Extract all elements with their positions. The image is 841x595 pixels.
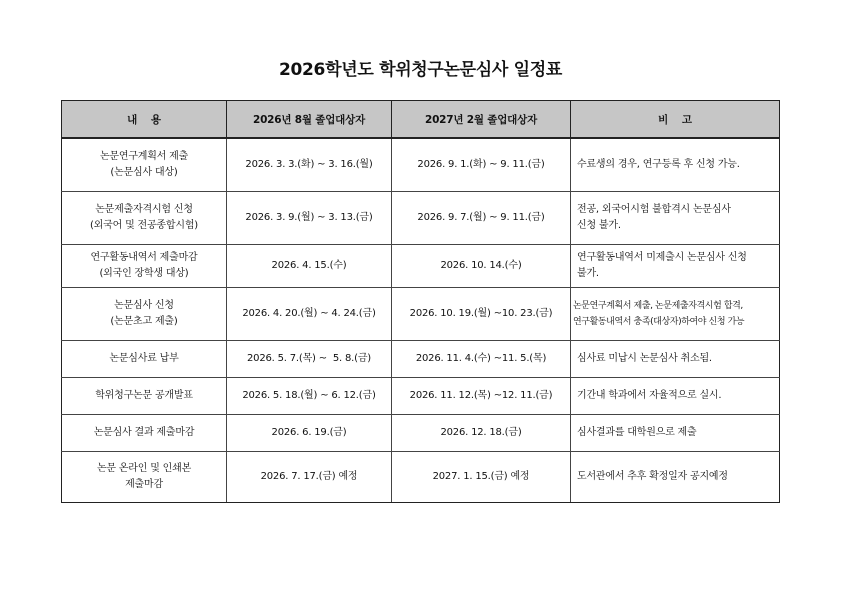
date-line: 2027. 1. 15.(금) 예정 [432, 471, 530, 482]
date-line: 2026. 11. 12.(목) ~12. 11.(금) [409, 390, 553, 401]
content-line: 논문심사 신청 [114, 300, 174, 311]
row-aug-2026 [227, 138, 392, 192]
header-feb-2027: 2027년 2월 졸업대상자 [392, 101, 571, 139]
row-note [571, 288, 780, 341]
row-aug-2026 [227, 192, 392, 245]
table-row [62, 341, 780, 378]
row-aug-2026 [227, 245, 392, 288]
row-note [571, 245, 780, 288]
content-line: (논문초고 제출) [110, 316, 178, 327]
row-aug-2026 [227, 452, 392, 503]
row-content [62, 452, 227, 503]
date-line: 2026. 4. 20.(월) ~ 4. 24.(금) [242, 308, 376, 319]
row-feb-2027 [392, 288, 571, 341]
table-row [62, 452, 780, 503]
content-line: (논문심사 대상) [110, 167, 178, 178]
date-line: 2026. 5. 18.(월) ~ 6. 12.(금) [242, 390, 376, 401]
row-feb-2027 [392, 341, 571, 378]
row-aug-2026 [227, 288, 392, 341]
note-line: 기간내 학과에서 자율적으로 실시. [577, 390, 722, 401]
content-line: 논문 온라인 및 인쇄본 [96, 463, 192, 474]
row-aug-2026 [227, 378, 392, 415]
date-line: 2026. 4. 15.(수) [271, 260, 347, 271]
date-line: 2026. 9. 7.(월) ~ 9. 11.(금) [417, 212, 545, 223]
row-content [62, 378, 227, 415]
document-title: 2026학년도 학위청구논문심사 일정표 [278, 60, 563, 80]
row-note [571, 452, 780, 503]
content-line: 학위청구논문 공개발표 [95, 390, 193, 401]
content-line: 제출마감 [125, 479, 163, 490]
row-feb-2027 [392, 452, 571, 503]
row-note [571, 415, 780, 452]
date-line: 2026. 6. 19.(금) [271, 427, 347, 438]
date-line: 2026. 5. 7.(목) ~ 5. 8.(금) [247, 353, 371, 364]
date-line: 2026. 7. 17.(금) 예정 [260, 471, 358, 482]
row-feb-2027 [392, 138, 571, 192]
content-line: (외국인 장학생 대상) [99, 268, 189, 279]
date-line: 2026. 3. 9.(월) ~ 3. 13.(금) [245, 212, 373, 223]
note-line: 전공, 외국어시험 불합격시 논문심사 [577, 204, 731, 215]
content-line: 논문심사료 납부 [109, 353, 179, 364]
date-line: 2026. 3. 3.(화) ~ 3. 16.(월) [245, 159, 373, 170]
header-content: 내 용 [62, 101, 227, 139]
content-line: 논문심사 결과 제출마감 [93, 427, 195, 438]
note-line: 연구활동내역서 미제출시 논문심사 신청 [577, 252, 747, 263]
row-content [62, 245, 227, 288]
table-row [62, 378, 780, 415]
row-feb-2027 [392, 415, 571, 452]
date-line: 2026. 10. 14.(수) [440, 260, 522, 271]
row-note [571, 341, 780, 378]
table-row [62, 245, 780, 288]
row-aug-2026 [227, 341, 392, 378]
row-note [571, 378, 780, 415]
table-row [62, 192, 780, 245]
date-line: 2026. 12. 18.(금) [440, 427, 522, 438]
row-content [62, 415, 227, 452]
note-line: 심사료 미납시 논문심사 취소됨. [577, 353, 712, 364]
date-line: 2026. 11. 4.(수) ~11. 5.(목) [415, 353, 547, 364]
content-line: 연구활동내역서 제출마감 [90, 252, 198, 263]
note-line: 수료생의 경우, 연구등록 후 신청 가능. [577, 159, 740, 170]
note-line: 심사결과를 대학원으로 제출 [577, 427, 697, 438]
row-content [62, 288, 227, 341]
row-feb-2027 [392, 192, 571, 245]
content-line: 논문제출자격시험 신청 [95, 204, 193, 215]
note-line: 신청 불가. [577, 220, 621, 231]
header-note: 비 고 [571, 101, 780, 139]
date-line: 2026. 9. 1.(화) ~ 9. 11.(금) [417, 159, 545, 170]
note-line: 논문연구계획서 제출, 논문제출자격시험 합격, [573, 301, 743, 311]
row-content [62, 192, 227, 245]
table-row [62, 138, 780, 192]
note-line: 도서관에서 추후 확정일자 공지예정 [577, 471, 728, 482]
content-line: (외국어 및 전공종합시험) [90, 220, 198, 231]
header-aug-2026: 2026년 8월 졸업대상자 [227, 101, 392, 139]
row-aug-2026 [227, 415, 392, 452]
table-header-row [62, 101, 780, 139]
row-feb-2027 [392, 245, 571, 288]
table-row [62, 288, 780, 341]
row-note [571, 192, 780, 245]
date-line: 2026. 10. 19.(월) ~10. 23.(금) [409, 308, 553, 319]
row-content [62, 138, 227, 192]
table-row [62, 415, 780, 452]
note-line: 연구활동내역서 충족(대상자)하여야 신청 가능 [573, 317, 745, 327]
schedule-table [61, 100, 780, 503]
row-content [62, 341, 227, 378]
note-line: 불가. [577, 268, 599, 279]
row-note [571, 138, 780, 192]
row-feb-2027 [392, 378, 571, 415]
content-line: 논문연구계획서 제출 [99, 151, 189, 162]
